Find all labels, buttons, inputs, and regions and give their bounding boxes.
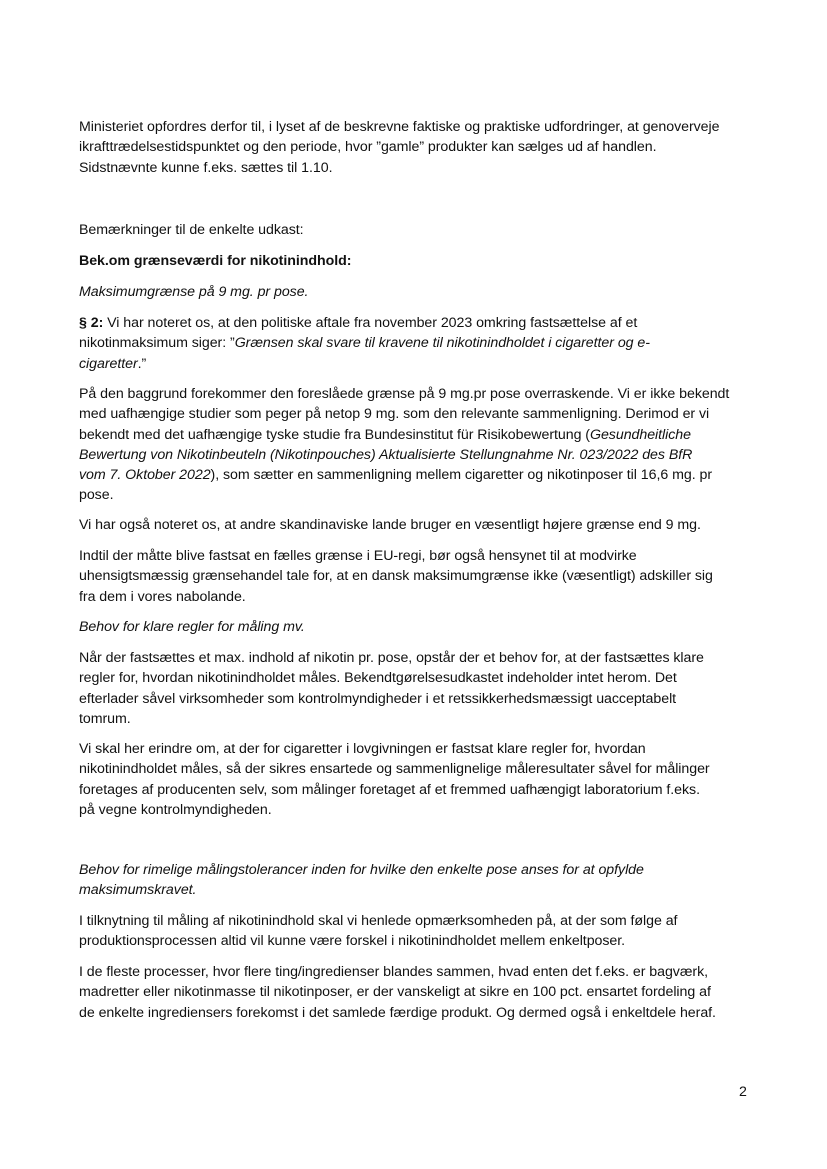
text-line (79, 425, 729, 445)
text-line: uhensigtsmæssig grænsehandel tale for, at en dansk maksimumgrænse ikke (væsentligt) adskiller sig (79, 568, 713, 585)
text-line (79, 313, 650, 333)
text-line: nikotinindholdet måles, så der sikres ensartede og sammenlignelige måleresultater såvel for målinger (79, 761, 710, 778)
paragraph-section-2 (79, 313, 650, 374)
text-line (79, 333, 650, 353)
section-label: § 2: (79, 315, 104, 331)
text-line: pose. (79, 487, 114, 504)
paragraph-scandinavian (79, 515, 701, 535)
paragraph-connection (79, 911, 677, 952)
paragraph-background (79, 384, 729, 506)
text-line: Bek.om grænseværdi for nikotinindhold: (79, 253, 352, 269)
text-line: fra dem i vores nabolande. (79, 588, 246, 605)
text-line: Når der fastsættes et max. indhold af nikotin pr. pose, opstår der et behov for, at der fastsættes klare (79, 650, 704, 666)
text-line (79, 465, 729, 485)
text-line: I de fleste processer, hvor flere ting/ingredienser blandes sammen, hvad enten det f.eks. er bagværk, (79, 964, 709, 980)
text-line: Bewertung von Nikotinbeuteln (Nikotinpouches) Aktualisierte Stellungnahme Nr. 023/2022 des BfR (79, 446, 693, 463)
text-line: Behov for rimelige målingstolerancer inden for hvilke den enkelte pose anses for at opfylde (79, 862, 644, 878)
text-span: ), som sætter en sammenligning mellem cigaretter og nikotinposer til 16,6 mg. pr (210, 467, 712, 484)
text-span: .” (137, 355, 147, 372)
text-line: madretter eller nikotinmasse til nikotinposer, er der vanskeligt at sikre en 100 pct. ensartet fordeling af (79, 984, 711, 1001)
citation-span: vom 7. Oktober 2022 (79, 467, 211, 484)
citation-span: Gesundheitliche (589, 426, 691, 443)
paragraph-processes (79, 962, 716, 1023)
remarks-heading (79, 220, 304, 240)
text-line: Indtil der måtte blive fastsat en fælles grænse i EU-regi, bør også hensynet til at modvirke (79, 548, 637, 564)
intro-paragraph (79, 117, 719, 178)
text-line: regler for, hvordan nikotinindholdet måles. Bekendtgørelsesudkastet indeholder intet herom. Det (79, 670, 677, 687)
text-line: På den baggrund forekommer den foreslåede grænse på 9 mg.pr pose overraskende. Vi er ikke bekendt (79, 386, 730, 402)
text-line: ikrafttrædelsestidspunktet og den periode, hvor ”gamle” produkter kan sælges ud af handlen. (79, 139, 657, 156)
text-line: med uafhængige studier som peger på netop 9 mg. som den relevante sammenligning. Derimod er vi (79, 406, 710, 423)
section-title (79, 251, 351, 271)
quote-span: Grænsen skal svare til kravene til nikotinindholdet i cigaretter og e- (234, 335, 650, 352)
text-line: Vi skal her erindre om, at der for cigaretter i lovgivningen er fastsat klare regler for, hvordan (79, 741, 646, 757)
text-line: Behov for klare regler for måling mv. (79, 619, 305, 635)
text-line: efterlader såvel virksomheder som kontrolmyndigheder i et retssikkerhedsmæssigt uacceptabelt (79, 690, 677, 707)
text-span: nikotinmaksimum siger: ” (79, 335, 235, 352)
subheading-tolerances (79, 860, 644, 901)
text-line: I tilknytning til måling af nikotinindhold skal vi henlede opmærksomheden på, at der som følge af (79, 913, 678, 929)
page-number: 2 (739, 1084, 747, 1100)
text-line: Ministeriet opfordres derfor til, i lyset af de beskrevne faktiske og praktiske udfordringer, at genoverveje (79, 119, 720, 135)
text-line (79, 354, 650, 374)
text-line: de enkelte ingrediensers forekomst i det samlede færdige produkt. Og dermed også i enkeltdele heraf. (79, 1004, 716, 1021)
paragraph-eu (79, 546, 713, 607)
quote-span: cigaretter (79, 355, 138, 372)
text-line: Bemærkninger til de enkelte udkast: (79, 222, 304, 238)
subheading-max-limit (79, 282, 308, 302)
text-line: tomrum. (79, 710, 131, 727)
text-line: maksimumskravet. (79, 882, 197, 899)
text-line: Sidstnævnte kunne f.eks. sættes til 1.10. (79, 159, 333, 176)
paragraph-measurement (79, 648, 704, 729)
text-span: Vi har noteret os, at den politiske aftale fra november 2023 omkring fastsættelse af et (103, 315, 638, 331)
text-line: på vegne kontrolmyndigheden. (79, 801, 272, 818)
text-line: Maksimumgrænse på 9 mg. pr pose. (79, 284, 309, 300)
text-line: foretages af producenten selv, som målinger foretaget af et fremmed uafhængigt laboratorium f.eks. (79, 781, 700, 798)
text-line: Vi har også noteret os, at andre skandinaviske lande bruger en væsentligt højere grænse end 9 mg. (79, 517, 701, 533)
text-span: bekendt med det uafhængige tyske studie fra Bundesinstitut für Risikobewertung ( (79, 426, 590, 443)
subheading-measurement-rules (79, 617, 305, 637)
paragraph-cigarettes (79, 739, 710, 820)
text-line: produktionsprocessen altid vil kunne være forskel i nikotinindholdet mellem enkeltposer. (79, 933, 626, 950)
